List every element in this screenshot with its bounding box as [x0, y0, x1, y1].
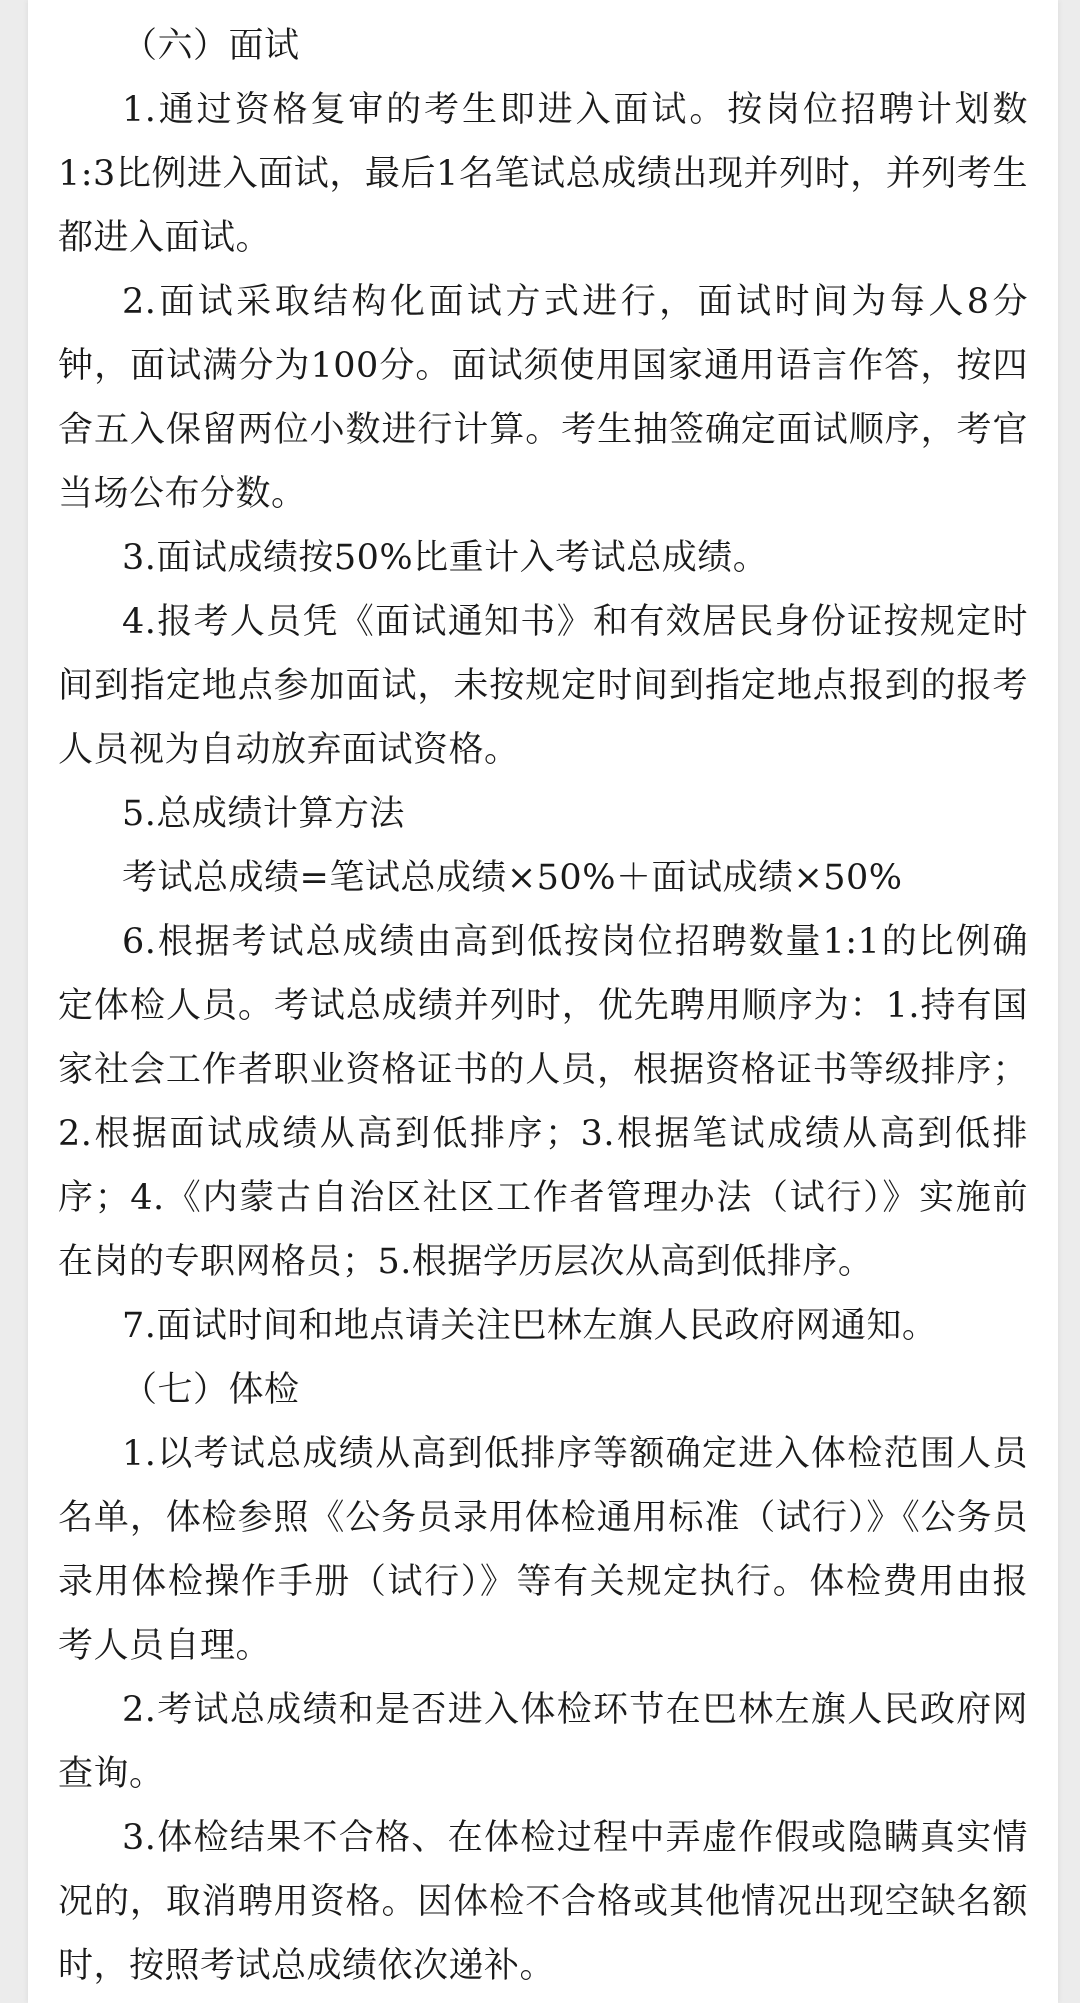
- paragraph: 2.考试总成绩和是否进入体检环节在巴林左旗人民政府网查询。: [58, 1690, 1028, 1794]
- paragraph: 6.根据考试总成绩由高到低按岗位招聘数量1:1的比例确定体检人员。考试总成绩并列时，优先聘用顺序为：1.持有国家社会工作者职业资格证书的人员，根据资格证书等级排序；2.根据面试成绩从高到低排序；3.根据笔试成绩从高到低排序；4.《内蒙古自治区社区工作者管理办法（试行）》实施前在岗的专职网格员；5.根据学历层次从高到低排序。: [58, 922, 1028, 1282]
- paragraph: 1.以考试总成绩从高到低排序等额确定进入体检范围人员名单，体检参照《公务员录用体检通用标准（试行）》《公务员录用体检操作手册（试行）》等有关规定执行。体检费用由报考人员自理。: [58, 1434, 1028, 1666]
- document-page: [28, 0, 1058, 2003]
- section-heading-interview: （六）面试: [122, 26, 300, 66]
- document-body: [58, 14, 1028, 1998]
- paragraph: 5.总成绩计算方法: [122, 794, 405, 834]
- paragraph: 1.通过资格复审的考生即进入面试。按岗位招聘计划数1:3比例进入面试，最后1名笔试总成绩出现并列时，并列考生都进入面试。: [58, 90, 1028, 258]
- formula-line: 考试总成绩=笔试总成绩×50%＋面试成绩×50%: [122, 858, 903, 898]
- paragraph: 2.面试采取结构化面试方式进行，面试时间为每人8分钟，面试满分为100分。面试须使用国家通用语言作答，按四舍五入保留两位小数进行计算。考生抽签确定面试顺序，考官当场公布分数。: [58, 282, 1028, 514]
- paragraph: 4.报考人员凭《面试通知书》和有效居民身份证按规定时间到指定地点参加面试，未按规定时间到指定地点报到的报考人员视为自动放弃面试资格。: [58, 602, 1028, 770]
- paragraph: 3.体检结果不合格、在体检过程中弄虚作假或隐瞒真实情况的，取消聘用资格。因体检不合格或其他情况出现空缺名额时，按照考试总成绩依次递补。: [58, 1818, 1028, 1986]
- paragraph: 3.面试成绩按50%比重计入考试总成绩。: [122, 538, 769, 578]
- paragraph: 7.面试时间和地点请关注巴林左旗人民政府网通知。: [122, 1306, 938, 1346]
- section-heading-physical-exam: （七）体检: [122, 1370, 300, 1410]
